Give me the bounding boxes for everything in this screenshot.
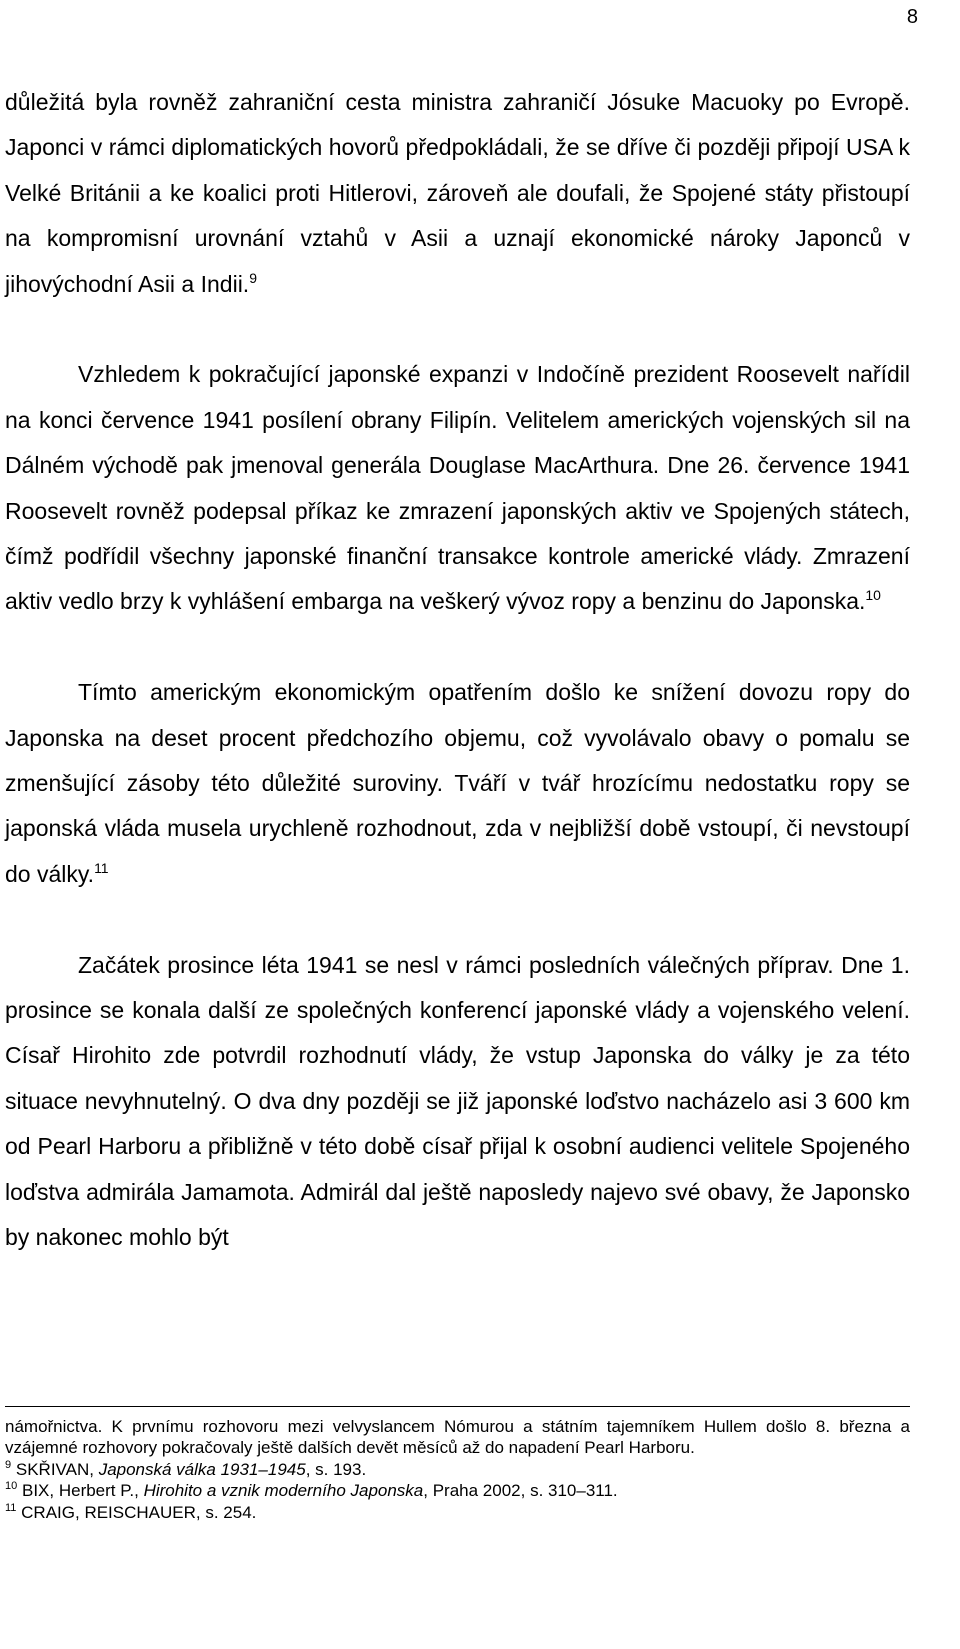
footnote-11-text: CRAIG, REISCHAUER, s. 254. [21,1502,257,1522]
footnote-10-title: Hirohito a vznik moderního Japonska [143,1481,424,1501]
paragraph-3 [5,670,910,897]
footnote-9-title: Japonská válka 1931–1945 [98,1459,306,1479]
footnote-9-author: SKŘIVAN, [15,1459,99,1479]
footnote-continuation: námořnictva. K prvnímu rozhovoru mezi velvyslancem Nómurou a státním tajemníkem Hullem došlo 8. března a vzájemné rozhovory pokračovaly ještě dalších devět měsíců až do napadení Pearl Harboru. [5,1417,910,1458]
footnote-10-author: BIX, Herbert P., [21,1481,144,1501]
footnote-11-number: 11 [5,1501,17,1514]
footnote-10 [5,1480,910,1501]
footnote-ref-9[interactable]: 9 [249,269,257,286]
footnote-9-rest: , s. 193. [305,1459,367,1479]
paragraph-3-text: Tímto americkým ekonomickým opatřením došlo ke snížení dovozu ropy do Japonska na deset procent předchozího objemu, což vyvolávalo obavy o pomalu se zmenšující zásoby této důležité suroviny. Tváří v tvář hrozícímu nedostatku ropy se japonská vláda musela urychleně rozhodnout, zda v nejbližší době vstoupí, či nevstoupí do války. [5,679,910,887]
footnote-9 [5,1459,910,1480]
footnotes [5,1416,910,1523]
body-text [5,80,910,1261]
paragraph-2-text: Vzhledem k pokračující japonské expanzi v Indočíně prezident Roosevelt nařídil na konci července 1941 posílení obrany Filipín. Velitelem amerických vojenských sil na Dálném východě pak jmenoval generála Douglase MacArthura. Dne 26. července 1941 Roosevelt rovněž podepsal příkaz ke zmrazení japonských aktiv ve Spojených státech, čímž podřídil všechny japonské finanční transakce kontrole americké vlády. Zmrazení aktiv vedlo brzy k vyhlášení embarga na veškerý vývoz ropy a benzinu do Japonska. [5,361,910,615]
paragraph-4 [5,943,910,1261]
footnote-ref-11[interactable]: 11 [94,859,109,876]
page-number: 8 [906,6,918,28]
paragraph-4-text: Začátek prosince léta 1941 se nesl v rámci posledních válečných příprav. Dne 1. prosince se konala další ze společných konferencí japonské vlády a vojenského velení. Císař Hirohito zde potvrdil rozhodnutí vlády, že vstup Japonska do války je za této situace nevyhnutelný. O dva dny později se již japonské loďstvo nacházelo asi 3 600 km od Pearl Harboru a přibližně v této době císař přijal k osobní audienci velitele Spojeného loďstva admirála Jamamota. Admirál dal ještě naposledy najevo své obavy, že Japonsko by nakonec mohlo být [5,951,910,1251]
footnote-11 [5,1502,910,1523]
footnote-10-rest: , Praha 2002, s. 310–311. [423,1481,618,1501]
footnote-10-number: 10 [5,1480,18,1493]
footnote-9-number: 9 [5,1458,12,1471]
paragraph-1 [5,80,910,307]
paragraph-2 [5,352,910,624]
footnote-ref-10[interactable]: 10 [865,587,881,604]
paragraph-1-text: důležitá byla rovněž zahraniční cesta ministra zahraničí Jósuke Macuoky po Evropě. Japonci v rámci diplomatických hovorů předpokládali, že se dříve či později připojí USA k Velké Británii a ke koalici proti Hitlerovi, zároveň ale doufali, že Spojené státy přistoupí na kompromisní urovnání vztahů v Asii a uznají ekonomické nároky Japonců v jihovýchodní Asii a Indii. [5,89,910,297]
footnote-separator [5,1406,910,1407]
